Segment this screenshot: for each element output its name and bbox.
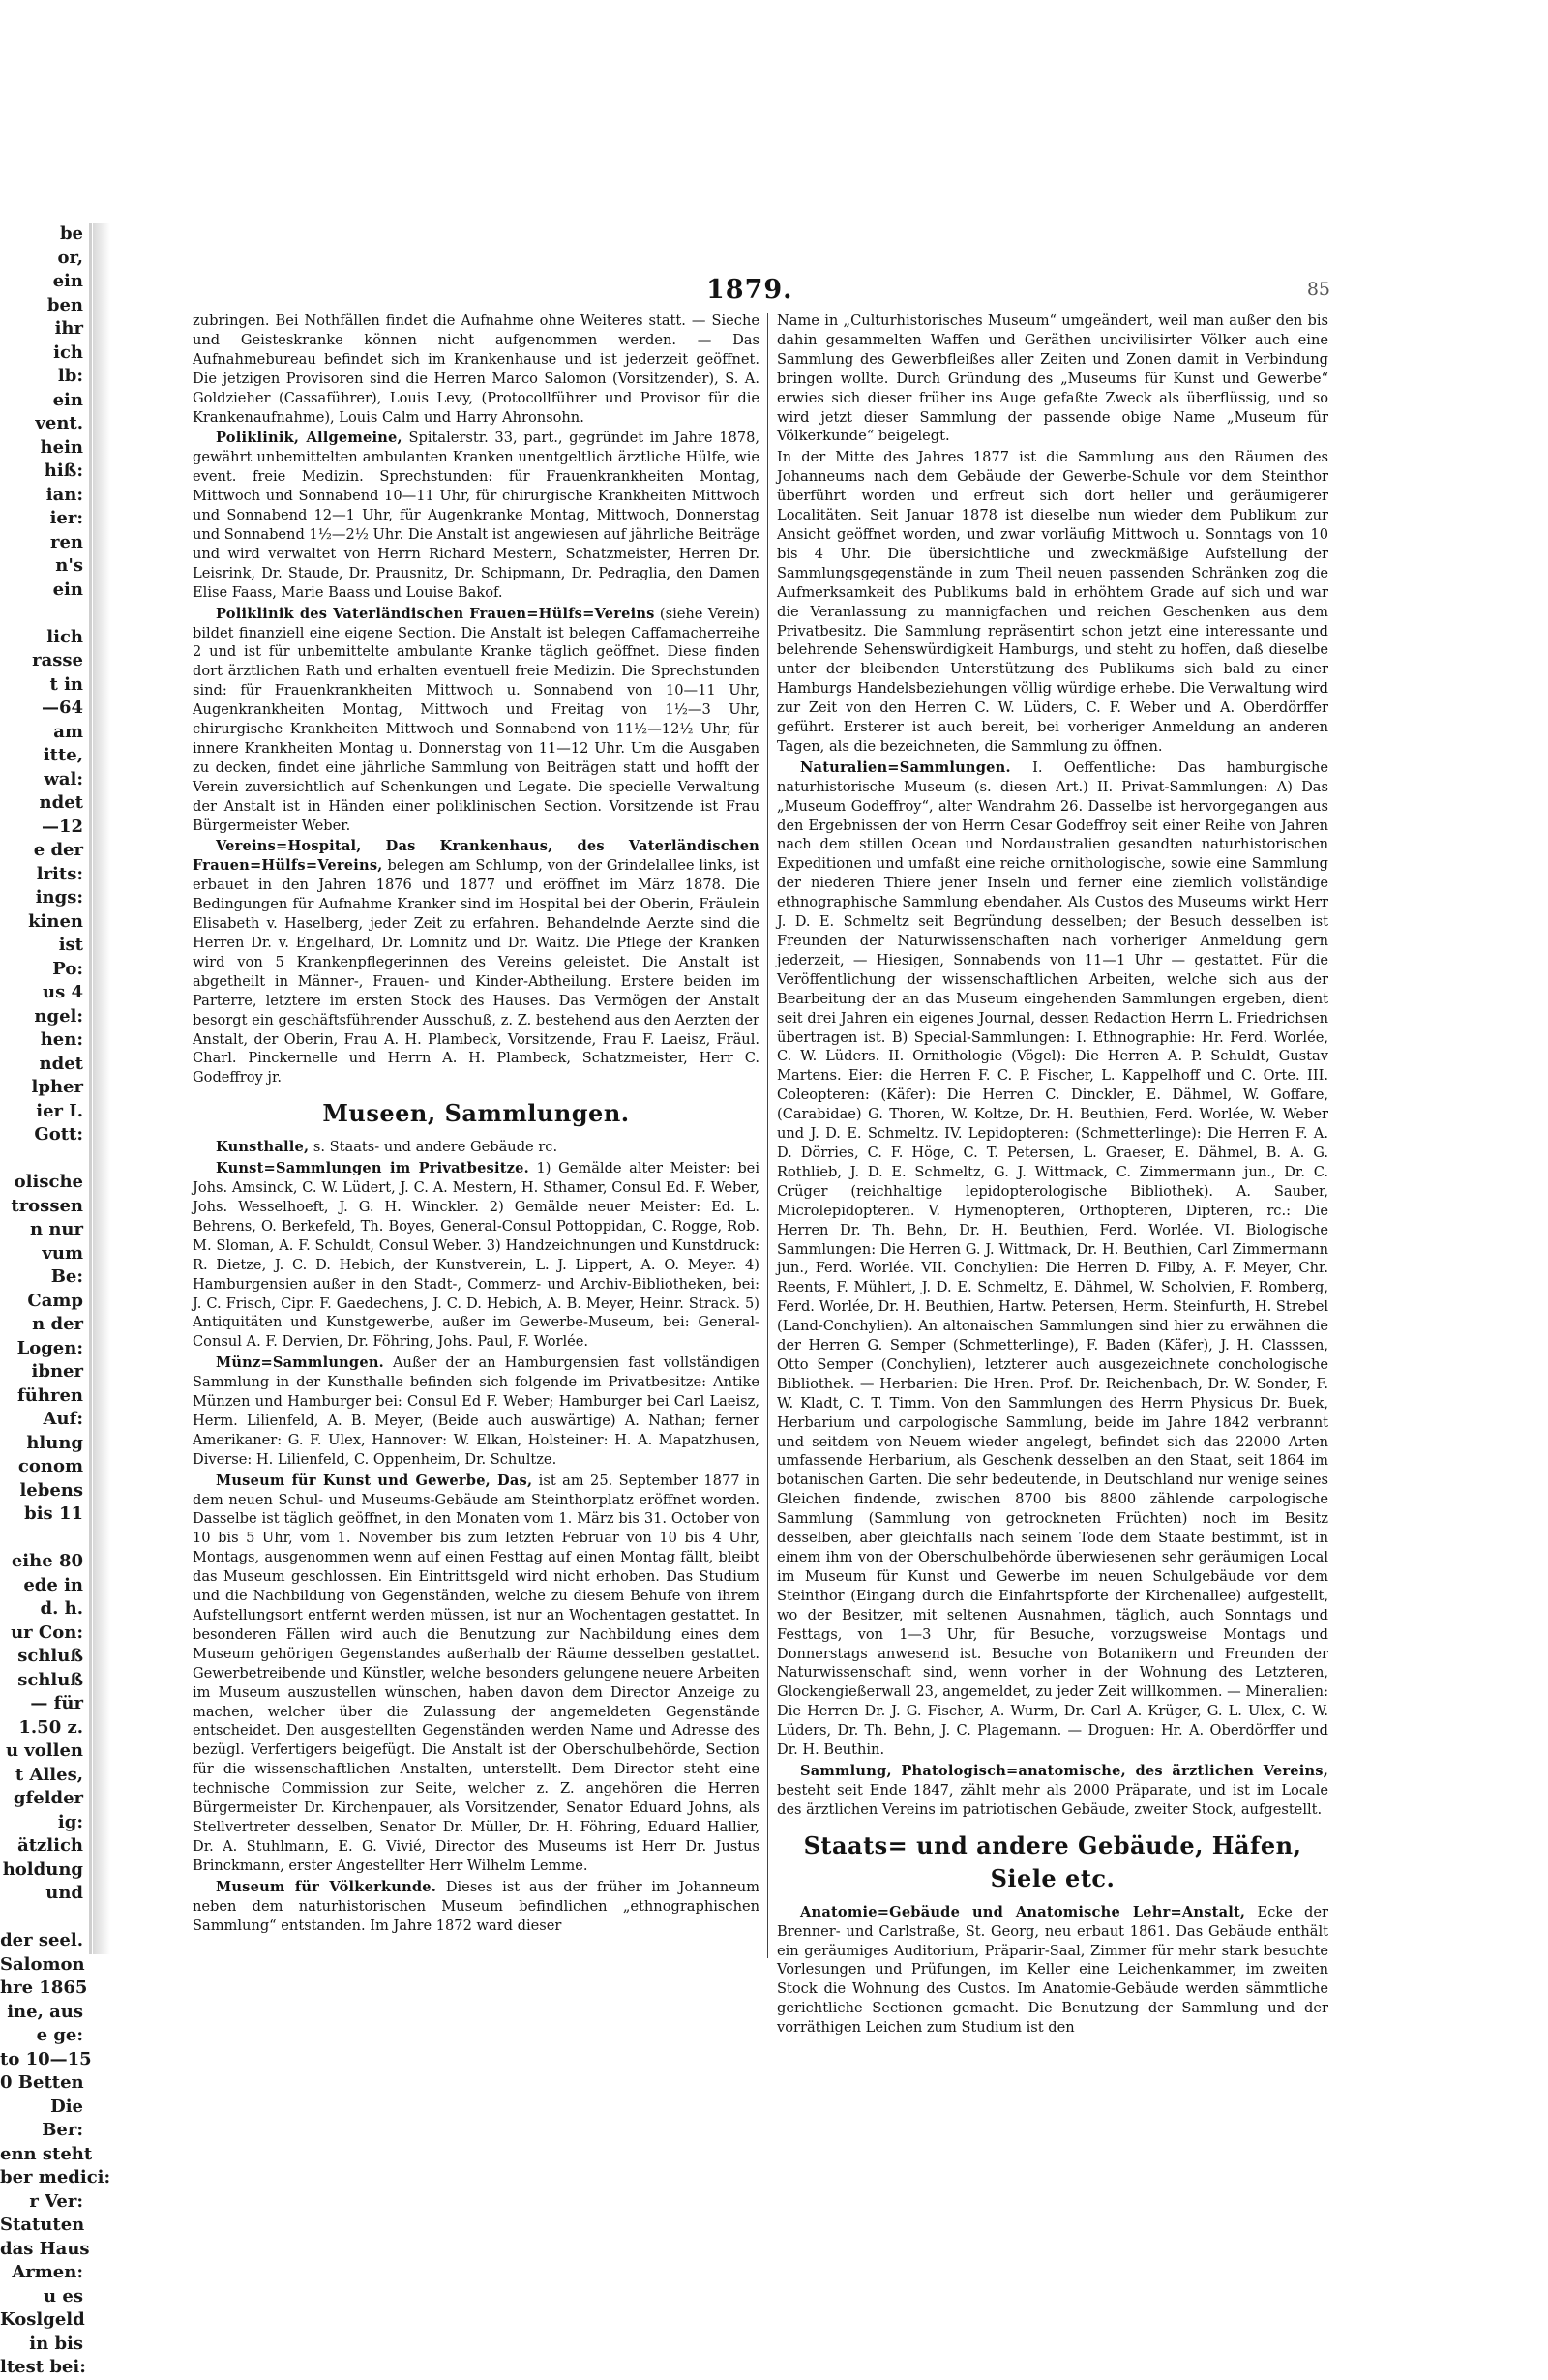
previous-page-fragment: Auf: (43, 1409, 83, 1429)
previous-page-fragment: vent. (35, 413, 83, 433)
book-gutter-shadow (93, 223, 110, 1954)
paragraph-lead: Anatomie=Gebäude und Anatomische Lehr=Anstalt, (800, 1903, 1246, 1920)
previous-page-fragment: ings: (35, 887, 83, 907)
previous-page-fragment: ur Con: (11, 1621, 83, 1643)
paragraph-text: Außer der an Hamburgensien fast vollständigen Sammlung in der Kunsthalle befinden sich folgende im Privatbesitze: Antike Münzen und Hamburger bei: Consul Ed F. Weber; Hamburger bei Carl Laeisz, Herm. Lilienfeld, A. B. Meyer, (Beide auch auswärtige) A. Nathan; ferner Amerikaner: G. F. Ulex, Hannover: W. Elkan, Holsteiner: H. A. Mapatzhusen, Diverse: H. Lilienfeld, C. Oppenheim, Dr. Schultze. (193, 1354, 760, 1468)
newspaper-page (179, 271, 1340, 2037)
previous-page-fragment: ist (58, 935, 83, 955)
previous-page-fragment: n's (55, 555, 83, 576)
previous-page-fragment (0, 1906, 89, 1930)
previous-page-fragment: olische (14, 1172, 83, 1192)
paragraph-text: Spitalerstr. 33, part., gegründet im Jahre 1878, gewährt unbemittelten ambulanten Kranken unentgeltlich ärztliche Hülfe, wie event. freie Medizin. Sprechstunden: für Frauenkrankheiten Montag, Mittwoch und Sonnabend 10—11 Uhr, für chirurgische Krankheiten Mittwoch und Sonnabend 12—1 Uhr, für Augenkranke Montag, Mittwoch, Donnerstag und Sonnabend 1½—2½ Uhr. Die Anstalt ist angewiesen auf jährliche Beiträge und wird verwaltet von Herrn Richard Mestern, Schatzmeister, Herren Dr. Leisrink, Dr. Staude, Dr. Prausnitz, Dr. Schipmann, Dr. Pedraglia, den Damen Elise Faass, Marie Baass und Louise Bakof. (193, 430, 759, 601)
previous-page-fragment: ig: (57, 1811, 83, 1832)
previous-page-fragment: führen (17, 1384, 83, 1406)
paragraph (193, 837, 759, 1087)
paragraph-text: In der Mitte des Jahres 1877 ist die Sammlung aus den Räumen des Johanneums nach dem Gebäude der Gewerbe-Schule vor dem Steinthor überführt worden und erfreut sich dort heller und geräumigerer Localitäten. Seit Januar 1878 ist dieselbe nun wieder dem Publikum zur Ansicht geöffnet worden, und zwar vorläufig Mittwoch u. Sonntags von 10 bis 4 Uhr. Die übersichtliche und zweckmäßige Aufstellung der Sammlungsgegenstände in zum Theil neuen passenden Schränken zog die Aufmerksamkeit des Publikums bald in erhöhtem Grade auf sich und war die Veranlassung zu mannigfachen und reichen Geschenken aus dem Privatbesitz. Die Sammlung repräsentirt schon jetzt eine interessante und belehrende Sehenswürdigkeit Hamburgs, und steht zu hoffen, daß dieselbe unter der bleibenden Unterstützung des Publikums sich bald zu einer Hamburgs Handelsbeziehungen völlig würdige erhebe. Die Verwaltung wird zur Zeit von den Herren C. W. Lüders, C. F. Weber und A. Oberdörffer geführt. Ersterer ist auch bereit, bei vorheriger Anmeldung an anderen Tagen, als die bezeichneten, die Sammlung zu öffnen. (777, 449, 1328, 755)
paragraph-text: Name in „Culturhistorisches Museum“ umgeändert, weil man außer den bis dahin gesammelten Waffen und Geräthen uncivilisirter Völker auch eine Sammlung des Gewerbfleißes aller Zeiten und Zonen damit in Verbindung bringen wollte. Durch Gründung des „Museums für Kunst und Gewerbe“ erwies sich dieser früher ins Auge gefaßte Zweck als überflüssig, und so wird jetzt dieser Sammlung der passende obige Name „Museum für Völkerkunde“ beigelegt. (777, 312, 1328, 445)
previous-page-fragment: ein (52, 389, 83, 410)
previous-page-fragment: lebens (19, 1479, 83, 1501)
previous-page-fragment: wal: (44, 768, 83, 789)
paragraph (193, 1138, 759, 1157)
previous-page-fragment (0, 1147, 89, 1172)
previous-page-fragment: und (45, 1883, 83, 1903)
paragraph-lead: Poliklinik, Allgemeine, (216, 430, 402, 447)
previous-page-fragment: lrits: (36, 863, 83, 884)
paragraph-lead: Vereins=Hospital, Das Krankenhaus, des Vaterländischen Frauen=Hülfs=Vereins, (193, 838, 759, 875)
previous-page-fragment: —12 (41, 816, 83, 837)
previous-page-fragment: r Ver: (29, 2190, 83, 2212)
previous-page-edge (0, 223, 111, 2377)
previous-page-fragment: 1.50 z. (18, 1716, 83, 1738)
previous-page-fragment: d. h. (40, 1598, 83, 1619)
paragraph-text: I. Oeffentliche: Das hamburgische naturhistorische Museum (s. diesen Art.) II. Privat-Sammlungen: A) Das „Museum Godeffroy“, alter Wandrahm 26. Dasselbe ist hervorgegangen aus den Ergebnissen der von Herrn Cesar Godeffroy seit einer Reihe von Jahren nach dem stillen Ocean und Nordaustralien gesandten naturhistorischen Expeditionen und umfaßt eine reiche ornithologische, sowie eine Sammlung der niederen Thiere jener Inseln und ferner eine ziemlich vollständige ethnographische Sammlung ebendaher. Als Custos des Museums wirkt Herr J. D. E. Schmeltz seit Begründung desselben; der Besuch desselben ist Freunden der Naturwissenschaften nach vorheriger Anmeldung gern jederzeit, — Hiesigen, Sonnabends von 11—1 Uhr — gestattet. Für die Veröffentlichung der wissenschaftlichen Arbeiten, welche sich aus der Bearbeitung der an das Museum eingehenden Sammlungen ergeben, dient seit drei Jahren ein eigenes Journal, dessen Redaction Herrn L. Friedrichsen übertragen ist. B) Special-Sammlungen: I. Ethnographie: Hr. Ferd. Worlée, C. W. Lüders. II. Ornithologie (Vögel): Die Herren A. P. Schuldt, Gustav Martens. Eier: die Herren F. C. P. Fischer, L. Kappelhoff und C. Orte. III. Coleopteren: (Käfer): Die Herren C. Dinckler, E. Dähmel, W. Goffare, (Carabidae) G. Thoren, W. Koltze, Dr. H. Beuthien, Ferd. Worlée, W. Weber und J. D. E. Schmeltz. IV. Lepidopteren: (Schmetterlinge): Die Herren F. A. D. Dörries, C. F. Höge, C. T. Petersen, L. Graeser, E. Dähmel, B. A. G. Rothlieb, J. D. E. Schmeltz, G. J. Wittmack, C. Zimmermann jun., Dr. C. Crüger (reichhaltige lepidopterologische Bibliothek). A. Sauber, Microlepidopteren. V. Hymenopteren, Orthopteren, Dipteren, rc.: Die Herren Dr. Th. Behn, Dr. H. Beuthien, Ferd. Worlée. VI. Biologische Sammlungen: Die Herren G. J. Wittmack, Dr. H. Beuthien, Carl Zimmermann jun., Ferd. Worlée. VII. Conchylien: Die Herren D. Filby, A. F. Meyer, Chr. Reents, F. Mühlert, J. D. E. Schmeltz, E. Dähmel, W. Scholvien, F. Romberg, Ferd. Worlée, Dr. H. Beuthien, Hartw. Petersen, Herm. Steinfurth, H. Strebel (Land-Conchylien). An altonaischen Sammlungen sind hier zu erwähnen die der Herren G. Semper (Schmetterlinge), F. Baden (Käfer), J. H. Classsen, Otto Semper (Conchylien), letzterer auch ausgezeichnete conchologische Bibliothek. — Herbarien: Die Hren. Prof. Dr. Reichenbach, Dr. W. Sonder, F. W. Kladt, C. T. Timm. Von den Sammlungen des Herrn Physicus Dr. Buek, Herbarium und carpologische Sammlung, beide im Jahre 1842 verbrannt und seitdem von Neuem wieder angelegt, befindet sich das 22000 Arten umfassende Herbarium, als Geschenk desselben an den Staat, seit 1864 im botanischen Garten. Die sehr bedeutende, in Deutschland nur wenige seines Gleichen findende, zwischen 8700 bis 8800 zählende carpologische Sammlung (Sammlung von getrockneten Früchten) noch im Besitz desselben, aber gleichfalls nach seinem Tode dem Staate bestimmt, ist in einem ihm von der Oberschulbehörde überwiesenen sehr geräumigen Local im Museum für Kunst und Gewerbe im neuen Schulgebäude vor dem Steinthor (Eingang durch die Einfahrtspforte der Kirchenallee) aufgestellt, wo der Besitzer, mit seltenen Ausnahmen, täglich, auch Sonntags und Festtags, von 1—3 Uhr, für Besuche, vorzugsweise Montags und Donnerstags anwesend ist. Besuche von Botanikern und Freunden der Naturwissenschaft sind, wenn vorher in der Wohnung des Letzteren, Glockengießerwall 23, angemeldet, zu jeder Zeit willkommen. — Mineralien: Die Herren Dr. J. G. Fischer, A. Wurm, Dr. Carl A. Krüger, G. L. Ulex, C. W. Lüders, Dr. Th. Behn, J. C. Plagemann. — Droguen: Hr. A. Oberdörffer und Dr. H. Beuthin. (777, 759, 1329, 1759)
previous-page-fragment: Salomon (0, 1953, 85, 1975)
previous-page-fragment: ihr (54, 318, 83, 339)
previous-page-fragment: u es (44, 2285, 83, 2306)
previous-page-fragment: Koslgeld (0, 2309, 85, 2330)
previous-page-fragment: schluß (17, 1646, 83, 1666)
page-year: 1879. (706, 275, 793, 305)
previous-page-fragment: t Alles, (15, 1764, 83, 1785)
right-paragraphs (777, 312, 1328, 1820)
previous-page-fragment: hen: (40, 1029, 83, 1050)
previous-page-fragment: ier I. (36, 1100, 83, 1121)
paragraph (193, 429, 759, 602)
previous-page-fragment: kinen (28, 910, 83, 932)
previous-page-fragment: itte, (43, 745, 83, 765)
paragraph-text: ist am 25. September 1877 in dem neuen Schul- und Museums-Gebäude am Steinthorplatz eröffnet worden. Dasselbe ist täglich geöffnet, in den Monaten vom 1. März bis 31. October von 10 bis 5 Uhr, vom 1. November bis zum letzten Februar von 10 bis 4 Uhr, Montags, ausgenommen wenn auf einen Festtag auf einen Montag fällt, bleibt das Museum geschlossen. Ein Eintrittsgeld wird nicht erhoben. Das Studium und die Nachbildung von Gegenständen, welche zu diesem Behufe von ihrem Aufstellungsort entfernt werden müssen, ist nur an Wochentagen gestattet. In besonderen Fällen wird auch die Benutzung zur Nachbildung eines dem Museum gehörigen Gegenstandes außerhalb der Räume desselben gestattet. Gewerbetreibende und Künstler, welche besonders gelungene neuere Arbeiten im Museum auszustellen wünschen, haben davon dem Director Anzeige zu machen, welcher über die Zulassung der angemeldeten Gegenstände entscheidet. Den ausgestellten Gegenständen werden Name und Adresse des bezügl. Verfertigers beigefügt. Die Anstalt ist der Oberschulbehörde, Section für die wissenschaftlichen Anstalten, unterstellt. Dem Director steht eine technische Commission zur Seite, welcher z. Z. angehören die Herren Bürgermeister Dr. Kirchenpauer, als Vorsitzender, Senator Eduard Johns, als Stellvertreter desselben, Senator Dr. Müller, Dr. H. Föhring, Eduard Hallier, Dr. A. Stuhlmann, E. G. Vivié, Director des Museums ist Herr Dr. Justus Brinckmann, erster Angestellter Herr Wilhelm Lemme. (193, 1472, 759, 1874)
left-column (193, 312, 759, 1937)
previous-page-fragment: Camp (27, 1290, 83, 1311)
previous-page-fragment: hein (40, 436, 83, 458)
paragraph (193, 1159, 759, 1352)
previous-page-fragment: u vollen (5, 1740, 83, 1761)
previous-page-fragment: am (53, 721, 83, 742)
previous-page-fragment: 0 Betten (0, 2072, 84, 2093)
previous-page-fragment: das Haus (0, 2238, 90, 2259)
previous-page-fragment: n nur (29, 1219, 83, 1239)
paragraph (193, 1354, 759, 1469)
previous-page-fragment: in bis (29, 2333, 83, 2354)
previous-page-fragment: schluß (17, 1669, 83, 1690)
previous-page-fragment: be (59, 223, 83, 244)
previous-page-fragment: holdung (2, 1859, 83, 1880)
previous-page-fragment: lpher (31, 1077, 83, 1097)
previous-page-fragment: ben (46, 294, 83, 315)
column-divider (767, 313, 768, 1958)
previous-page-fragment: hre 1865 (0, 1978, 88, 1998)
previous-page-fragment: Be: (50, 1266, 83, 1287)
paragraph-lead: Kunsthalle, (216, 1139, 310, 1156)
page-header (179, 271, 1340, 310)
previous-page-fragment: n der (32, 1314, 83, 1334)
paragraph-lead: Naturalien=Sammlungen. (800, 759, 1011, 776)
previous-page-fragment: ndet (39, 792, 83, 813)
page-number: 85 (1306, 279, 1330, 300)
paragraph-text: s. Staats- und andere Gebäude rc. (313, 1139, 558, 1156)
previous-page-fragment (0, 602, 89, 626)
paragraph (777, 312, 1328, 446)
paragraph-text: Ecke der Brenner- und Carlstraße, St. Georg, neu erbaut 1861. Das Gebäude enthält ein geräumiges Auditorium, Präparir-Saal, Zimmer für mehr stark besuchte Vorlesungen und Prüfungen, im Keller eine Leichenkammer, im zweiten Stock die Wohnung des Custos. Im Anatomie-Gebäude werden sämmtliche gerichtliche Sectionen gemacht. Die Benutzung der Sammlung und der vorräthigen Leichen zum Studium ist den (777, 1903, 1328, 2037)
previous-page-fragment: conom (17, 1456, 83, 1476)
paragraph-lead: Kunst=Sammlungen im Privatbesitze. (216, 1160, 529, 1177)
previous-page-fragment: ich (53, 342, 83, 363)
left-paragraphs (193, 312, 759, 1087)
paragraph-lead: Poliklinik des Vaterländischen Frauen=Hülfs=Vereins (216, 605, 655, 622)
previous-page-fragment (0, 1527, 89, 1551)
previous-page-fragment: enn steht (0, 2143, 93, 2164)
paragraph (193, 605, 759, 836)
section-title-museums: Museen, Sammlungen. (322, 1099, 630, 1128)
previous-page-fragment: t in (49, 673, 83, 695)
building-paragraphs (777, 1903, 1328, 2038)
previous-page-fragment: or, (57, 247, 83, 268)
previous-page-fragment: ede in (23, 1574, 83, 1595)
previous-page-fragment: Ber: (42, 2120, 83, 2140)
paragraph-lead: Sammlung, Phatologisch=anatomische, des ärztlichen Vereins, (800, 1762, 1328, 1779)
previous-page-fragment: Statuten (0, 2215, 85, 2235)
paragraph (193, 1472, 759, 1876)
paragraph-text: belegen am Schlump, von der Grindelallee links, ist erbauet in den Jahren 1876 und 1877 und eröffnet im März 1878. Die Bedingungen für Aufnahme Kranker sind im Hospital bei der Oberin, Fräulein Elisabeth v. Haselberg, jeder Zeit zu erfahren. Behandelnde Aerzte sind die Herren Dr. v. Engelhard, Dr. Lomnitz und Dr. Waitz. Die Pflege der Kranken wird von 5 Krankenpflegerinnen des Vereins geleistet. Die Anstalt ist abgetheilt in Männer-, Frauen- und Kinder-Abtheilung. Erstere beiden im Parterre, letztere im ersten Stock des Hauses. Das Vermögen der Anstalt besorgt ein geschäftsführender Ausschuß, z. Z. bestehend aus den Aerzten der Anstalt, der Oberin, Frau A. H. Plambeck, Vorsitzende, Frau F. Laeisz, Fräul. Charl. Pinckernelle und Herrn A. H. Plambeck, Schatzmeister, Herr C. Godeffroy jr. (193, 857, 759, 1086)
previous-page-fragment: ibner (31, 1361, 83, 1382)
previous-page-fragment: lb: (57, 366, 83, 386)
paragraph-lead: Münz=Sammlungen. (216, 1354, 384, 1372)
paragraph (193, 312, 759, 427)
previous-page-fragment: e ge: (36, 2025, 83, 2045)
previous-page-fragment: vum (42, 1242, 83, 1264)
previous-page-fragment: trossen (11, 1195, 83, 1216)
previous-page-fragment: Po: (52, 958, 83, 979)
previous-page-fragment: ein (52, 579, 83, 600)
previous-page-fragment: ine, aus (7, 2001, 83, 2022)
previous-page-fragment: ber medici: (0, 2167, 111, 2187)
paragraph-lead: Museum für Völkerkunde. (216, 1878, 437, 1895)
previous-page-fragment: ltest bei: (0, 2357, 86, 2377)
previous-page-fragment: gfelder (13, 1788, 83, 1808)
previous-page-fragment: —64 (41, 698, 83, 718)
previous-page-fragment: — für (30, 1693, 83, 1713)
previous-page-fragment: hiß: (44, 461, 83, 481)
previous-page-fragment: ren (49, 531, 83, 552)
previous-page-fragment: bis 11 (24, 1503, 83, 1524)
previous-page-fragment: der seel. (0, 1930, 83, 1950)
previous-page-fragment: ätzlich (17, 1835, 83, 1856)
paragraph-text: Dieses ist aus der früher im Johanneum neben dem naturhistorischen Museum befindlichen „ethnographischen Sammlung“ entstanden. Im Jahre 1872 ward dieser (193, 1878, 760, 1934)
paragraph (777, 1903, 1328, 2038)
paragraph-text: 1) Gemälde alter Meister: bei Johs. Amsinck, C. W. Lüdert, J. C. A. Mestern, H. Sthamer, Consul Ed. F. Weber, Johs. Wesselhoeft, J. G. H. Winckler. 2) Gemälde neuer Meister: Ed. L. Behrens, O. Berkefeld, Th. Boyes, General-Consul Pottoppidan, C. Rogge, Rob. M. Sloman, A. F. Schuldt, Consul Weber. 3) Handzeichnungen und Kunstdruck: R. Dietze, J. C. D. Hebich, der Kunstverein, L. J. Lippert, A. O. Meyer. 4) Hamburgensien außer in den Stadt-, Commerz- und Archiv-Bibliotheken, bei: J. C. Frisch, Cipr. F. Gaedechens, J. C. D. Hebich, A. B. Meyer, Heinr. Strack. 5) Antiquitäten und Kunstgewerbe, außer im Gewerbe-Museum, bei: General-Consul A. F. Dervien, Dr. Föhring, Johs. Paul, F. Worlée. (193, 1160, 759, 1351)
previous-page-fragment: Gott: (34, 1124, 83, 1145)
paragraph-text: besteht seit Ende 1847, zählt mehr als 2000 Präparate, und ist im Locale des ärztlichen Vereins im patriotischen Gebäude, zweiter Stock, aufgestellt. (777, 1781, 1328, 1818)
paragraph-lead: Museum für Kunst und Gewerbe, Das, (216, 1472, 533, 1489)
previous-page-fragment: ein (52, 271, 83, 291)
paragraph-text: (siehe Verein) bildet finanziell eine eigene Section. Die Anstalt ist belegen Caffamacherreihe 2 und ist für unbemittelte ambulante Kranke täglich geöffnet. Diese finden dort ärztlichen Rath und erhalten eventuell freie Medizin. Die Sprechstunden sind: für Frauenkrankheiten Mittwoch u. Sonnabend von 10—11 Uhr, Augenkrankheiten Montag, Mittwoch und Freitag von 1½—3 Uhr, chirurgische Krankheiten Mittwoch und Sonnabend von 11½—12½ Uhr, für innere Krankheiten Montag u. Donnerstag von 11—12 Uhr. Um die Ausgaben zu decken, findet eine jährliche Sammlung von Beiträgen statt und hofft der Verein zuversichtlich auf Schenkungen und Legate. Die specielle Verwaltung der Anstalt ist in Händen einer poliklinischen Section. Vorsitzende ist Frau Bürgermeister Weber. (193, 605, 759, 834)
previous-page-fragment: to 10—15 (0, 2048, 92, 2069)
museum-paragraphs (193, 1138, 759, 1935)
previous-page-fragment: us 4 (42, 982, 83, 1002)
paragraph (777, 759, 1328, 1760)
paragraph (777, 448, 1328, 757)
previous-page-fragment: e der (33, 840, 83, 860)
previous-page-fragment: Die (50, 2096, 83, 2117)
paragraph-text: zubringen. Bei Nothfällen findet die Aufnahme ohne Weiteres statt. — Sieche und Geisteskranke können nicht aufgenommen werden. — Das Aufnahmebureau befindet sich im Krankenhause und ist jederzeit geöffnet. Die jetzigen Provisoren sind die Herren Marco Salomon (Vorsitzender), S. A. Goldzieher (Cassaführer), Louis Levy, (Protocollführer und Provisor für die Krankenaufnahme), Louis Calm und Harry Ahronsohn. (193, 312, 759, 426)
previous-page-fragment: ngel: (34, 1005, 83, 1026)
paragraph (193, 1878, 759, 1936)
previous-page-fragment: rasse (32, 650, 83, 670)
previous-page-fragment: ndet (39, 1053, 83, 1074)
previous-page-fragment: eihe 80 (11, 1551, 83, 1571)
previous-page-fragment: Armen: (12, 2262, 83, 2282)
previous-page-fragment: Logen: (16, 1337, 83, 1358)
section-title-buildings: Staats= und andere Gebäude, Häfen, Siele etc. (803, 1830, 1302, 1892)
right-column (777, 312, 1328, 2039)
previous-page-fragment: ian: (45, 484, 83, 505)
previous-page-fragment: ier: (49, 508, 83, 528)
paragraph (777, 1762, 1328, 1820)
previous-page-fragment: lich (46, 626, 83, 647)
previous-page-fragment: hlung (26, 1432, 83, 1453)
